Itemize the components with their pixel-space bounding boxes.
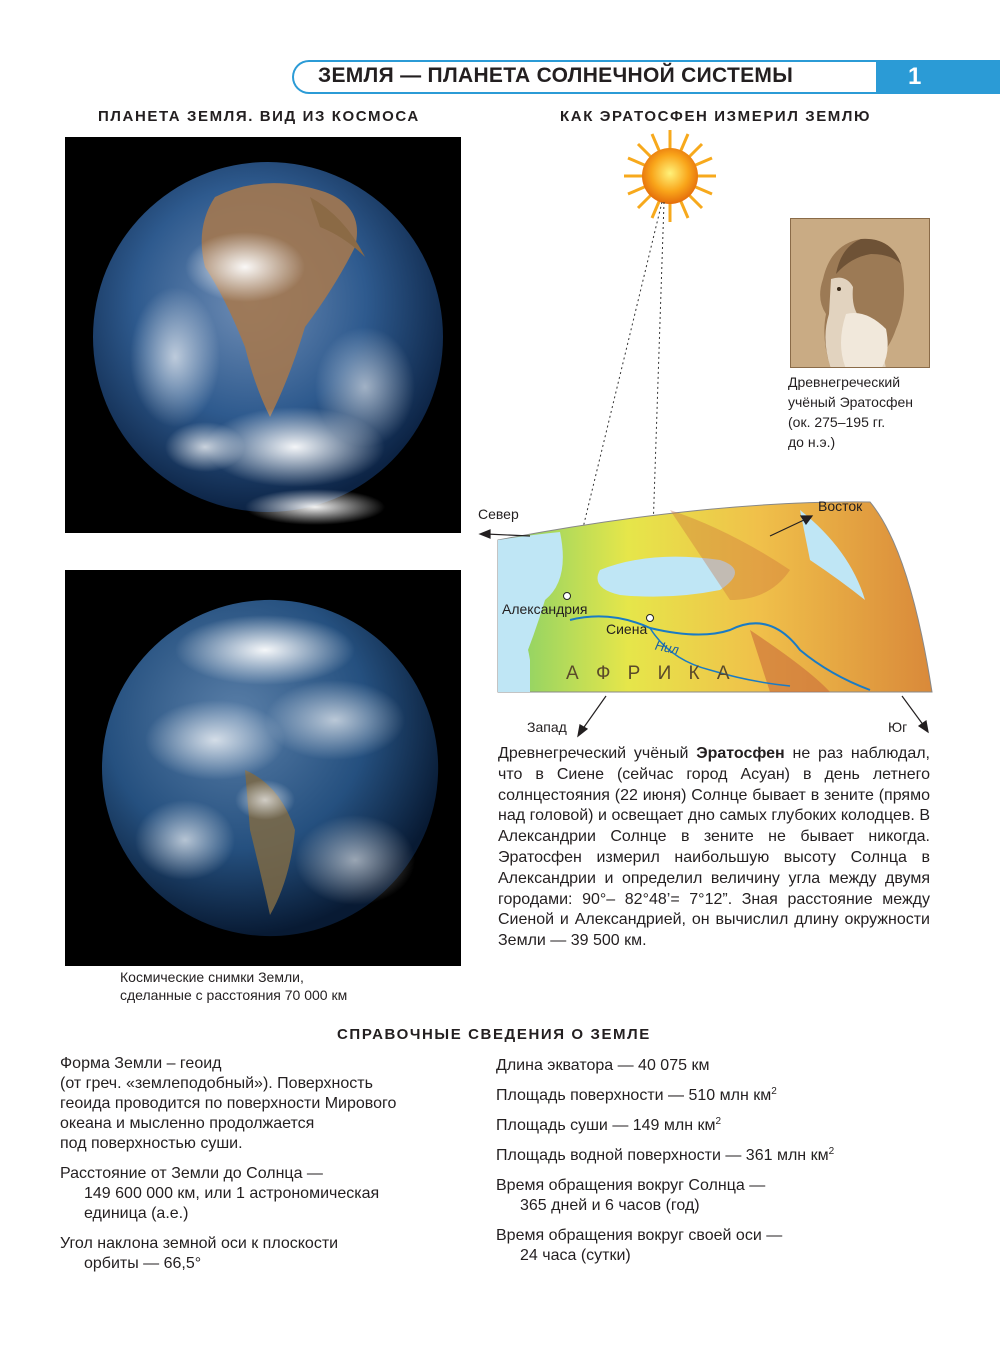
fact-year: Время обращения вокруг Солнца — 365 дней и 6 часов (год) [496,1177,766,1214]
earth-globe-2 [65,570,461,966]
fact-axis-tilt: Угол наклона земной оси к плоскости орбиты — 66,5° [60,1235,339,1272]
reference-right-column [496,1056,936,1276]
fact-day: Время обращения вокруг своей оси — 24 часа (сутки) [496,1227,783,1264]
eratosthenes-paragraph: Древнегреческий учёный Эратосфен не раз наблюдал, что в Сиене (сейчас город Асуан) в день летнего солнцестояния (22 июня) Солнце бывает в зените (прямо над головой) и освещает дно самых глубоких колодцев. В Александрии Солнце в зените не бывает никогда. Эратосфен измерил наибольшую высоту Солнца в Александрии и определил величину угла между двумя городами: 90°– 82°48’= 7°12”. Зная расстояние между Сиеной и Александрией, он вычислил длину окружности Земли — 39 500 км. [498,745,930,950]
earth-photo-americas [65,570,461,966]
page-number: 1 [876,60,1000,94]
sun-icon [624,130,716,222]
label-south: Юг [888,719,908,735]
reference-title: СПРАВОЧНЫЕ СВЕДЕНИЯ О ЗЕМЛЕ [337,1026,651,1043]
syene-marker [647,615,654,622]
page-title: ЗЕМЛЯ — ПЛАНЕТА СОЛНЕЧНОЙ СИСТЕМЫ [318,64,794,87]
label-north: Север [478,506,519,522]
fact-geoid: Форма Земли – геоид (от греч. «землеподобный»). Поверхность геоида проводится по поверхности Мирового океана и мысленно продолжается под поверхностью суши. [60,1055,397,1152]
left-section-title: ПЛАНЕТА ЗЕМЛЯ. ВИД ИЗ КОСМОСА [98,108,420,125]
eratosthenes-portrait [790,218,930,368]
fact-land-area: Площадь суши — 149 млн $км^2$ [496,1116,722,1134]
label-west: Запад [527,719,567,735]
label-syene: Сиена [606,621,648,637]
fact-equator: Длина экватора — 40 075 км [496,1057,710,1074]
earth-globe-1 [65,137,461,533]
photo-caption: Космические снимки Земли, сделанные с расстояния 70 000 км [120,969,348,1003]
right-section-title: КАК ЭРАТОСФЕН ИЗМЕРИЛ ЗЕМЛЮ [560,108,872,125]
label-africa: А Ф Р И К А [566,663,736,684]
fact-sun-distance: Расстояние от Земли до Солнца — 149 600 000 км, или 1 астрономическая единица (а.е.) [60,1165,380,1222]
label-east: Восток [818,498,863,514]
alexandria-marker [564,593,571,600]
portrait-drawing [791,219,930,368]
portrait-caption: Древнегреческий учёный Эратосфен (ок. 275–195 гг. до н.э.) [788,374,913,450]
label-nile: Нил [653,637,681,658]
reference-left-column [60,1054,460,1284]
earth-photo-africa [65,137,461,533]
label-alexandria: Александрия [502,601,588,617]
fact-surface-area: Площадь поверхности — 510 млн $км^2$ [496,1086,777,1104]
fact-water-area: Площадь водной поверхности — 361 млн $км^2$ [496,1146,835,1164]
